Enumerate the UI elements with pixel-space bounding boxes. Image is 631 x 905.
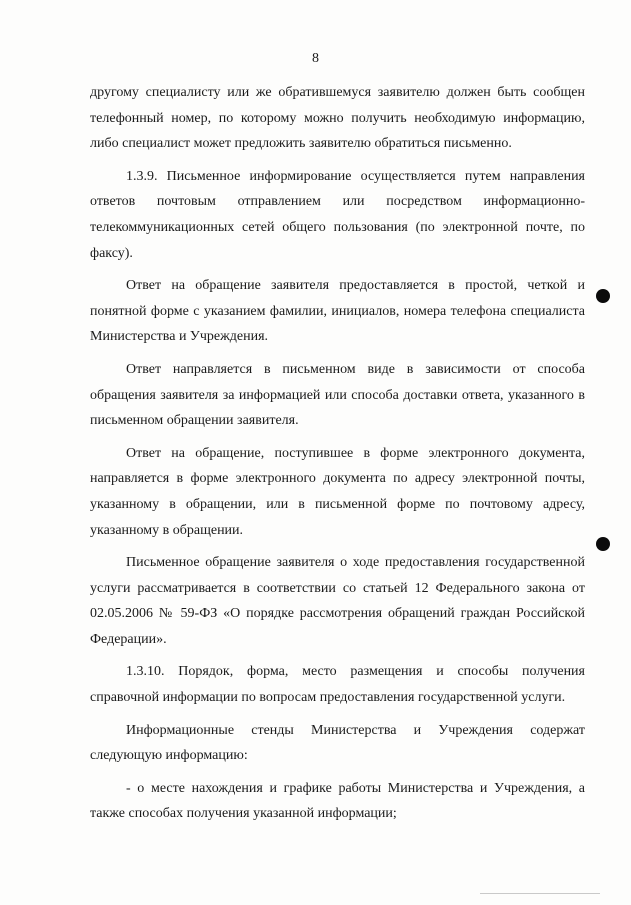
paragraph: - о месте нахождения и графике работы Министерства и Учреждения, а также способах получения указанной информации; xyxy=(90,780,585,822)
document-body xyxy=(90,80,585,834)
paragraph: 1.3.9. Письменное информирование осуществляется путем направления ответов почтовым отправлением или посредством информационно-телекоммуникационных сетей общего пользования (по электронной почте, по факсу). xyxy=(90,168,585,261)
paragraph: другому специалисту или же обратившемуся заявителю должен быть сообщен телефонный номер, по которому можно получить необходимую информацию, либо специалист может предложить заявителю обратиться письменно. xyxy=(90,85,585,152)
paragraph: Письменное обращение заявителя о ходе предоставления государственной услуги рассматривается в соответствии со статьей 12 Федерального закона от 02.05.2006 № 59-ФЗ «О порядке рассмотрения обращений граждан Российской Федерации». xyxy=(90,555,585,647)
paragraph: Ответ направляется в письменном виде в зависимости от способа обращения заявителя за информацией или способа доставки ответа, указанного в письменном обращении заявителя. xyxy=(90,361,585,429)
paragraph: Информационные стенды Министерства и Учреждения содержат следующую информацию: xyxy=(90,722,585,764)
scan-edge-line xyxy=(480,893,600,894)
paragraph: Ответ на обращение, поступившее в форме электронного документа, направляется в форме электронного документа по адресу электронной почты, указанному в обращении, или в письменной форме по почтовому адресу, указанному в обращении. xyxy=(90,445,585,538)
hole-punch-mark xyxy=(596,537,610,551)
hole-punch-mark xyxy=(596,289,610,303)
page-number: 8 xyxy=(312,51,319,66)
paragraph: Ответ на обращение заявителя предоставляется в простой, четкой и понятной форме с указанием фамилии, инициалов, номера телефона специалиста Министерства и Учреждения. xyxy=(90,278,585,345)
paragraph: 1.3.10. Порядок, форма, место размещения и способы получения справочной информации по вопросам предоставления государственной услуги. xyxy=(90,664,585,706)
